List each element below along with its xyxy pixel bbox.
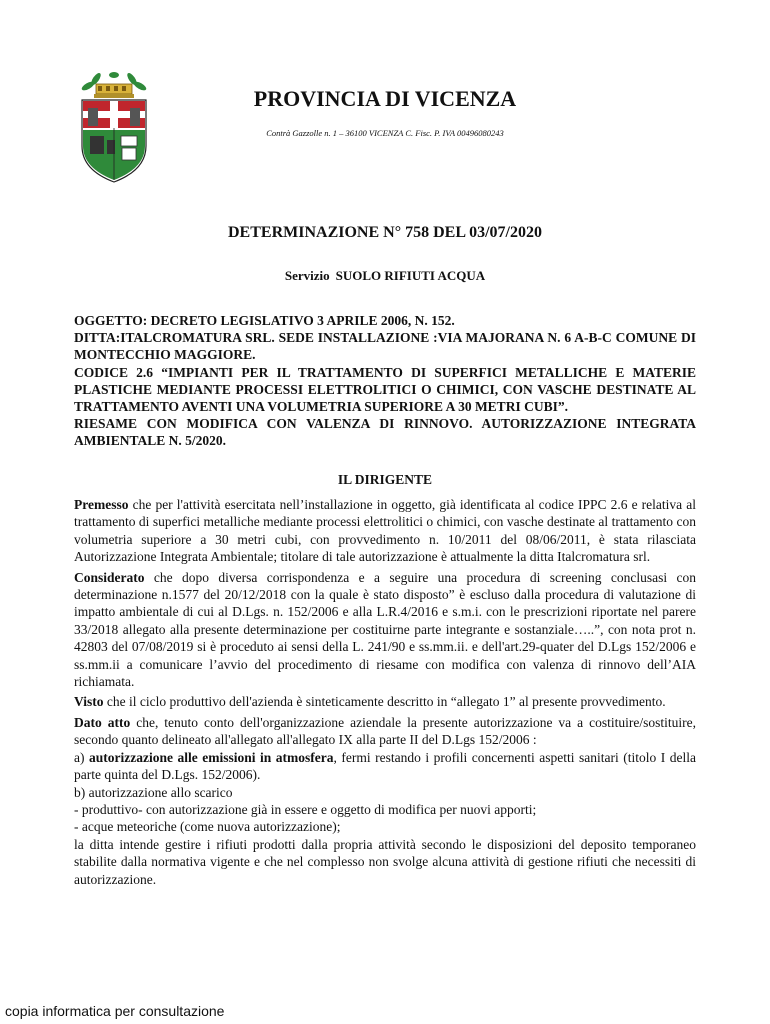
paragraph-text: che il ciclo produttivo dell'azienda è sinteticamente descritto in “allegato 1” al presente provvedimento.: [103, 694, 666, 710]
subject-line: DITTA:ITALCROMATURA SRL. SEDE INSTALLAZIONE :VIA MAJORANA N. 6 A-B-C COMUNE DI MONTECCHIO MAGGIORE.: [74, 330, 696, 363]
paragraph-premesso: [74, 496, 696, 566]
paragraph-text: che dopo diversa corrispondenza e a seguire una procedura di screening conclusasi con determinazione n.1577 del 20/12/2018 con la quale è stato disposto” è escluso dalla procedura di valutazione di impatto ambientale di cui al D.Lgs. n. 152/2006 e alla L.R.4/2016 e s.m.i. con le prescrizioni riportate nel parere 33/2018 allegato alla presente determinazione per costituirne parte integrante e sostanziale…..”, con nota prot n. 42803 del 07/08/2019 si è proceduto ai sensi della L. 241/90 e ss.mm.ii. e dell'art.29-quater del D.Lgs 152/2006 e ss.mm.ii a comunicare l’avvio del procedimento di riesame con modifica con valenza di rinnovo dell’AIA richiamata.: [74, 569, 696, 690]
determination-title: DETERMINAZIONE N° 758 DEL 03/07/2020: [228, 224, 542, 241]
list-item-a: [74, 749, 696, 784]
paragraph-lead: Dato atto: [74, 714, 131, 730]
paragraph-lead: Premesso: [74, 497, 129, 512]
paragraph-considerato: [74, 569, 696, 691]
dash-item: - produttivo- con autorizzazione già in essere e oggetto di modifica per nuovi apporti;: [74, 801, 537, 817]
document-body: [74, 496, 696, 888]
paragraph-lead: Visto: [74, 694, 104, 710]
subject-line: CODICE 2.6 “IMPIANTI PER IL TRATTAMENTO DI SUPERFICI METALLICHE E MATERIE PLASTICHE MEDIANTE PROCESSI ELETTROLITICI O CHIMICI, CON VASCHE DESTINATE AL TRATTAMENTO AVENTI UNA VOLUMETRIA SUPERIORE A 30 METRI CUBI”.: [74, 364, 696, 415]
paragraph-text: , fermi restando i profili concernenti aspetti sanitari (titolo I della parte quinta del D.Lgs. 152/2006).: [74, 749, 696, 783]
address-line: Contrà Gazzolle n. 1 – 36100 VICENZA C. Fisc. P. IVA 00496080243: [266, 128, 504, 138]
paragraph-text: che, tenuto conto dell'organizzazione aziendale la presente autorizzazione va a costituire/sostituire, secondo quanto delineato all'allegato all'allegato IX alla parte II del D.Lgs 152/2006 :: [74, 714, 696, 748]
paragraph-lead: Considerato: [74, 569, 145, 585]
subject-line: RIESAME CON MODIFICA CON VALENZA DI RINNOVO. AUTORIZZAZIONE INTEGRATA AMBIENTALE N. 5/2020.: [74, 416, 696, 449]
page-title: PROVINCIA DI VICENZA: [253, 86, 517, 111]
service-name: SUOLO RIFIUTI ACQUA: [335, 268, 486, 283]
subject-line: OGGETTO: DECRETO LEGISLATIVO 3 APRILE 2006, N. 152.: [74, 313, 455, 328]
footer-note: copia informatica per consultazione: [5, 1003, 225, 1019]
list-item-b: b) autorizzazione allo scarico: [74, 784, 233, 800]
service-line: [74, 268, 696, 284]
paragraph-lead: autorizzazione alle emissioni in atmosfera: [89, 749, 334, 765]
paragraph-dato-atto: [74, 714, 696, 749]
list-prefix: a): [74, 749, 89, 765]
dash-item: - acque meteoriche (come nuova autorizzazione);: [74, 819, 341, 835]
service-label: Servizio: [284, 268, 330, 283]
provincia-coat-of-arms-icon: [74, 70, 154, 186]
paragraph-text: che per l'attività esercitata nell’installazione in oggetto, già identificata al codice IPPC 2.6 e relativa al trattamento di superfici metalliche mediante processi elettrolitici o chimici, con vasche destinate al trattamento con volumetria superiore a 30 metri cubi, con provvedimento n. 10/2011 del 08/06/2011, è stata rilasciata Autorizzazione Integrata Ambientale; titolare di tale autorizzazione è attualmente la ditta Italcromatura srl.: [74, 497, 696, 565]
paragraph-closing: la ditta intende gestire i rifiuti prodotti dalla propria attività secondo le disposizioni del deposito temporaneo stabilite dalla normativa vigente e che nel complesso non svolge alcuna attività di gestione rifiuti che necessiti di autorizzazione.: [74, 836, 696, 887]
section-heading: IL DIRIGENTE: [337, 472, 433, 487]
subject-block: [74, 312, 696, 450]
paragraph-visto: [74, 693, 696, 710]
